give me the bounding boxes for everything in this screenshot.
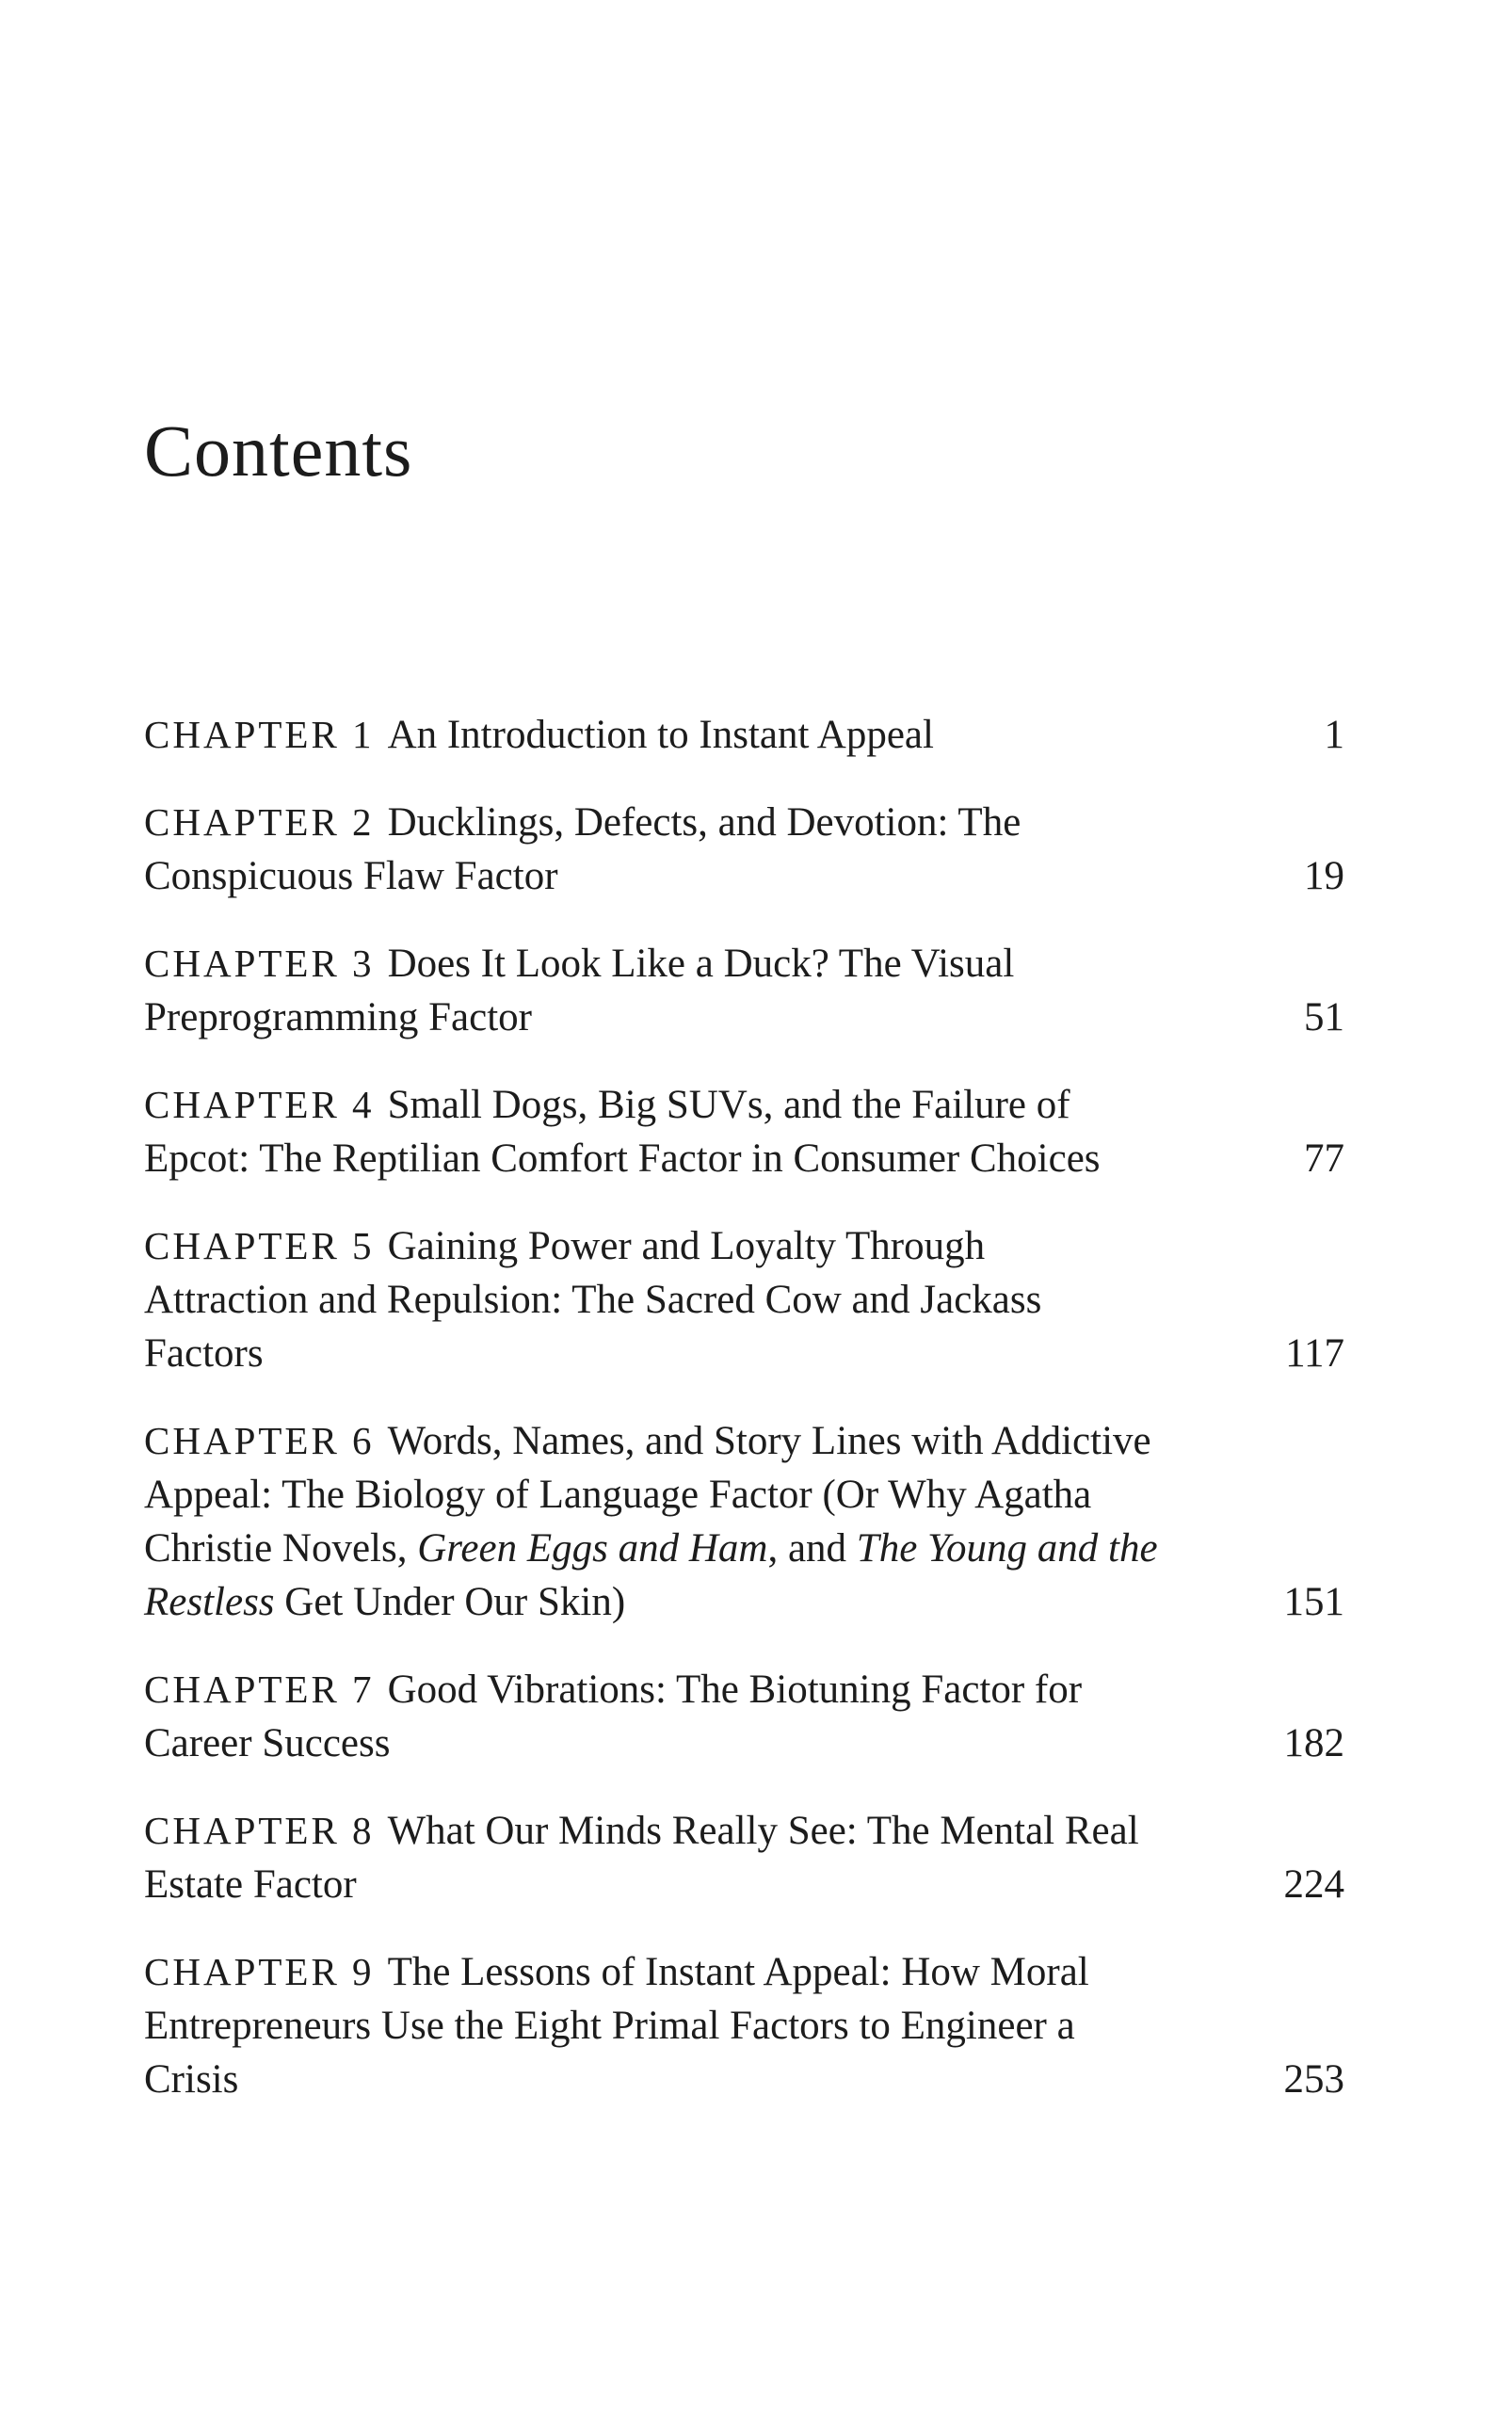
chapter-title: What Our Minds Really See: The Mental Real Estate Factor [144, 1809, 1139, 1907]
chapter-label: CHAPTER 9 [144, 1950, 375, 1993]
chapter-title-part: Get Under Our Skin) [274, 1580, 626, 1624]
chapter-title-italic: Green Eggs and Ham [417, 1526, 768, 1571]
chapter-title: Does It Look Like a Duck? The Visual Preprogramming Factor [144, 942, 1015, 1039]
toc-entry-chapter-2 [144, 796, 1344, 903]
page-number: 224 [1283, 1862, 1344, 1907]
toc-entry-chapter-7 [144, 1663, 1344, 1770]
chapter-title-part: , and [767, 1526, 857, 1571]
table-of-contents [144, 708, 1344, 2140]
page-number: 51 [1304, 995, 1344, 1039]
toc-entry-chapter-1 [144, 708, 1344, 762]
chapter-label: CHAPTER 1 [144, 713, 375, 756]
chapter-title: Good Vibrations: The Biotuning Factor for Career Success [144, 1668, 1083, 1765]
page-number: 151 [1283, 1580, 1344, 1624]
chapter-title: Ducklings, Defects, and Devotion: The Conspicuous Flaw Factor [144, 800, 1021, 898]
page-number: 253 [1283, 2057, 1344, 2102]
page-number: 77 [1304, 1136, 1344, 1181]
chapter-title: An Introduction to Instant Appeal [387, 713, 934, 757]
chapter-title-italic: The Young and the Restless [144, 1526, 1158, 1624]
toc-entry-chapter-4 [144, 1078, 1344, 1185]
page-title: Contents [144, 410, 413, 491]
page-number: 117 [1285, 1331, 1344, 1376]
chapter-title: Gaining Power and Loyalty Through Attraction and Repulsion: The Sacred Cow and Jackass Factors [144, 1224, 1042, 1376]
entry-text [144, 796, 1086, 903]
page-number: 182 [1283, 1721, 1344, 1765]
page-number: 19 [1304, 854, 1344, 898]
entry-text [144, 708, 1227, 762]
chapter-label: CHAPTER 6 [144, 1419, 375, 1462]
toc-entry-chapter-5 [144, 1219, 1344, 1380]
chapter-label: CHAPTER 3 [144, 942, 375, 985]
entry-text [144, 1945, 1161, 2106]
chapter-label: CHAPTER 7 [144, 1668, 375, 1711]
chapter-title: The Lessons of Instant Appeal: How Moral Entrepreneurs Use the Eight Primal Factors to Engineer a Crisis [144, 1950, 1089, 2102]
entry-text [144, 1414, 1227, 1629]
page-number: 1 [1324, 713, 1344, 757]
entry-text [144, 1804, 1227, 1911]
chapter-label: CHAPTER 5 [144, 1224, 375, 1267]
chapter-label: CHAPTER 8 [144, 1809, 375, 1852]
entry-text [144, 1219, 1123, 1380]
chapter-label: CHAPTER 2 [144, 800, 375, 844]
toc-entry-chapter-3 [144, 937, 1344, 1044]
chapter-title-part: Words, Names, and Story Lines with Addictive Appeal: The Biology of Language Factor (Or Why Agatha Christie Novels, [144, 1419, 1151, 1571]
entry-text [144, 1078, 1104, 1185]
toc-entry-chapter-8 [144, 1804, 1344, 1911]
toc-entry-chapter-9 [144, 1945, 1344, 2106]
chapter-title: Small Dogs, Big SUVs, and the Failure of Epcot: The Reptilian Comfort Factor in Consumer Choices [144, 1083, 1101, 1181]
entry-text [144, 1663, 1180, 1770]
toc-entry-chapter-6 [144, 1414, 1344, 1629]
chapter-label: CHAPTER 4 [144, 1083, 375, 1126]
entry-text [144, 937, 1086, 1044]
